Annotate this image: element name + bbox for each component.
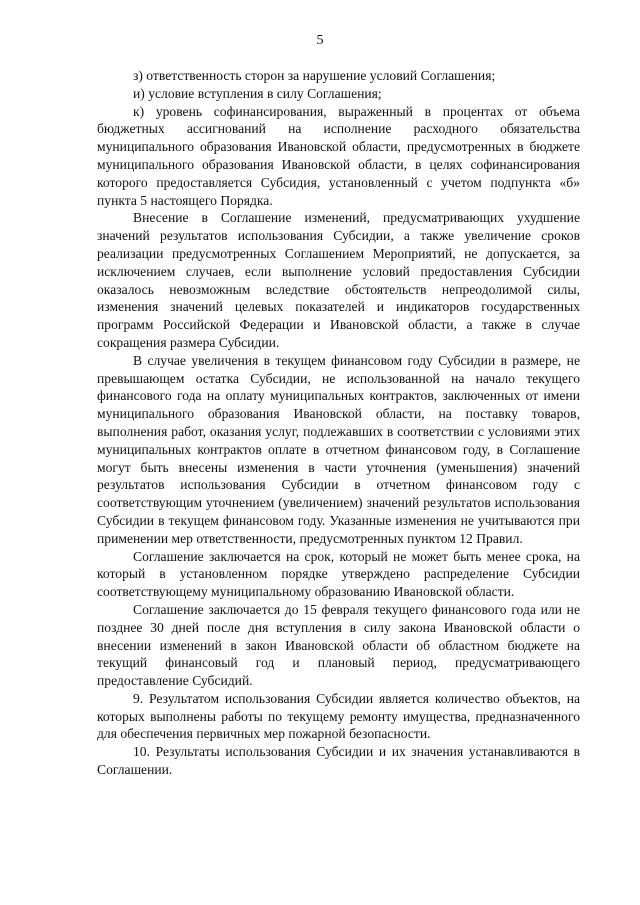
paragraph-clause-z: з) ответственность сторон за нарушение условий Соглашения;: [133, 68, 496, 83]
document-body: [97, 67, 580, 779]
paragraph-agreement-term: Соглашение заключается на срок, который не может быть менее срока, на который в установленном порядке утверждено распределение Субсидии соответствующему муниципальному образованию Ивановской области.: [97, 548, 580, 600]
paragraph-amendments: Внесение в Соглашение изменений, предусматривающих ухудшение значений результатов использования Субсидии, а также увеличение сроков реализации предусмотренных Соглашением Мероприятий, не допускается, за исключением случаев, если выполнение условий предоставления Субсидии оказалось невозможным вследствие обстоятельств непреодолимой силы, изменения значений целевых показателей и индикаторов государственных программ Российской Федерации и Ивановской области, а также в случае сокращения размера Субсидии.: [97, 210, 580, 350]
paragraph-clause-k: к) уровень софинансирования, выраженный в процентах от объема бюджетных ассигнований на исполнение расходного обязательства муниципального образования Ивановской области, предусмотренных в бюджете муниципального образования Ивановской области, в целях софинансирования которого предоставляется Субсидия, установленный с учетом подпункта «б» пункта 5 настоящего Порядка.: [97, 103, 580, 208]
page-number: 5: [316, 33, 324, 48]
paragraph-subsidy-increase: В случае увеличения в текущем финансовом году Субсидии в размере, не превышающем остатка Субсидии, не использованной на начало текущего финансового года на оплату муниципальных контрактов, заключенных от имени муниципального образования Ивановской области, на поставку товаров, выполнения работ, оказания услуг, подлежавших в соответствии с условиями этих муниципальных контрактов оплате в отчетном финансовом году, в Соглашение могут быть внесены изменения в части уточнения (уменьшения) значений результатов использования Субсидии в отчетном финансовом году с соответствующим уточнением (увеличением) значений результатов использования Субсидии в текущем финансовом году. Указанные изменения не учитываются при применении мер ответственности, предусмотренных пунктом 12 Правил.: [97, 352, 580, 546]
paragraph-clause-i: и) условие вступления в силу Соглашения;: [133, 85, 382, 101]
paragraph-item-10: 10. Результаты использования Субсидии и их значения устанавливаются в Соглашении.: [97, 744, 580, 778]
paragraph-item-9: 9. Результатом использования Субсидии является количество объектов, на которых выполнены работы по текущему ремонту имущества, предназначенного для обеспечения первичных мер пожарной безопасности.: [97, 690, 580, 742]
paragraph-agreement-deadline: Соглашение заключается до 15 февраля текущего финансового года или не позднее 30 дней после дня вступления в силу закона Ивановской области о внесении изменений в закон Ивановской области об областном бюджете на текущий финансовый год и плановый период, предусматривающего предоставление Субсидий.: [97, 601, 580, 689]
